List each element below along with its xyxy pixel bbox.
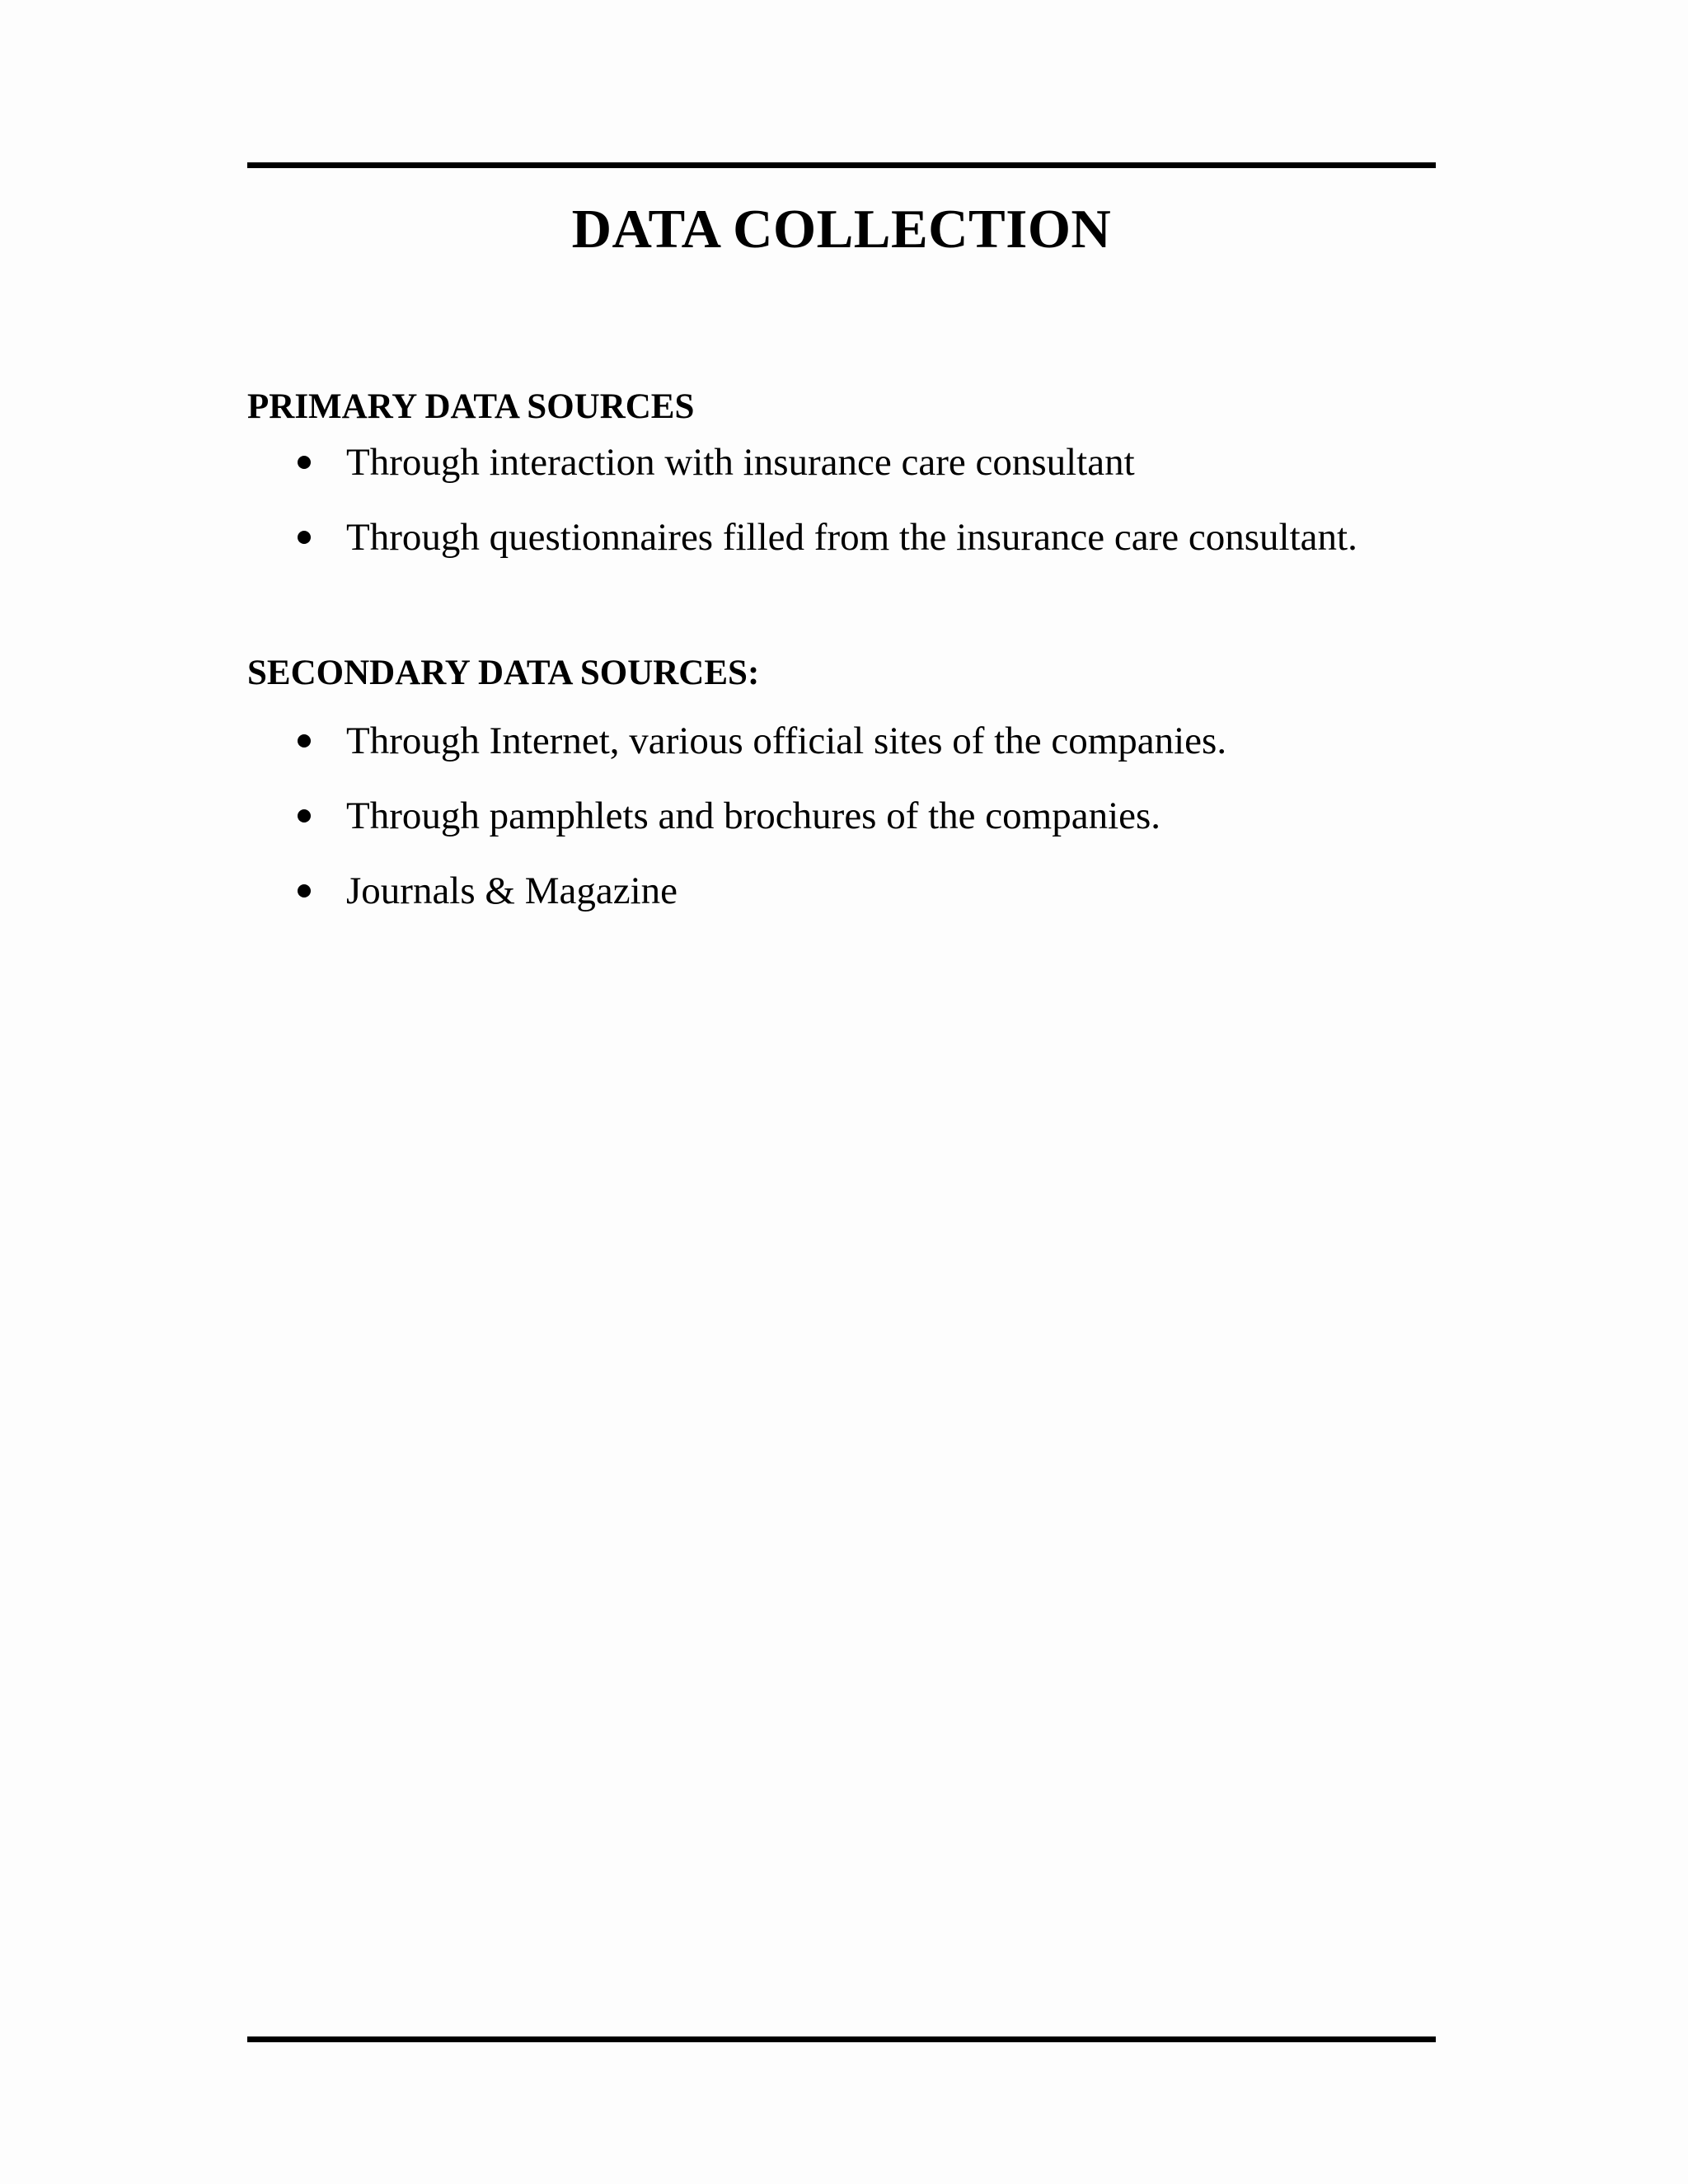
- primary-sources-heading: PRIMARY DATA SOURCES: [247, 387, 695, 426]
- list-item-text: Through interaction with insurance care consultant: [346, 441, 1135, 484]
- bullet-dot-icon: [298, 531, 311, 544]
- list-item-text: Through questionnaires filled from the insurance care consultant.: [346, 516, 1357, 559]
- page-title: DATA COLLECTION: [571, 199, 1112, 260]
- bottom-rule: [247, 2036, 1436, 2042]
- list-item-text: Through Internet, various official sites of the companies.: [346, 719, 1227, 762]
- bullet-dot-icon: [298, 884, 311, 898]
- bullet-dot-icon: [298, 809, 311, 823]
- bullet-dot-icon: [298, 734, 311, 748]
- list-item-text: Through pamphlets and brochures of the companies.: [346, 794, 1161, 837]
- secondary-sources-heading: SECONDARY DATA SOURCES:: [247, 654, 760, 692]
- bullet-dot-icon: [298, 456, 311, 469]
- list-item-text: Journals & Magazine: [346, 869, 678, 912]
- top-rule: [247, 162, 1436, 168]
